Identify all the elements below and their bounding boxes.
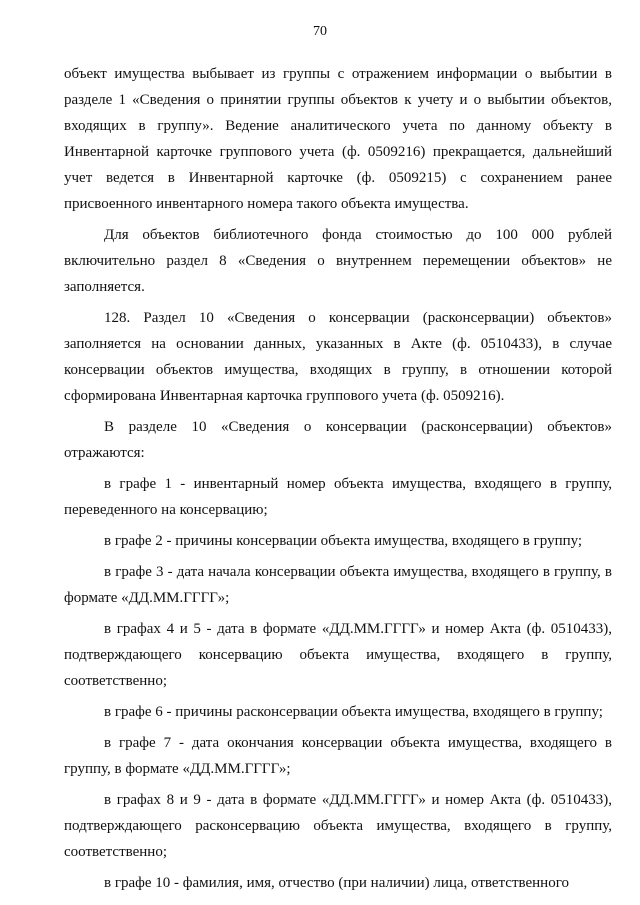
paragraph-item-128: 128. Раздел 10 «Сведения о консервации (расконсервации) объектов» заполняется на основании данных, указанных в Акте (ф. 0510433), в случае консервации объектов имущества, входящих в группу, в отношении которой сформирована Инвентарная карточка группового учета (ф. 0509216). (64, 310, 612, 404)
paragraph-column-2: в графе 2 - причины консервации объекта имущества, входящего в группу; (104, 533, 583, 549)
page-number: 70 (313, 24, 327, 39)
paragraph-continuation: объект имущества выбывает из группы с отражением информации о выбытии в разделе 1 «Сведения о принятии группы объектов к учету и о выбытии объектов, входящих в группу». Ведение аналитического учета по данному объекту в Инвентарной карточке группового учета (ф. 0509216) прекращается, дальнейший учет ведется в Инвентарной карточке (ф. 0509215) с сохранением ранее присвоенного инвентарного номера такого объекта имущества. (64, 66, 612, 212)
paragraph-section-10-intro: В разделе 10 «Сведения о консервации (расконсервации) объектов» отражаются: (64, 419, 612, 461)
paragraph-library-fund: Для объектов библиотечного фонда стоимостью до 100 000 рублей включительно раздел 8 «Сведения о внутреннем перемещении объектов» не заполняется. (64, 227, 612, 295)
document-body (64, 61, 612, 896)
paragraph-column-6: в графе 6 - причины расконсервации объекта имущества, входящего в группу; (104, 704, 603, 720)
paragraph-column-7: в графе 7 - дата окончания консервации объекта имущества, входящего в группу, в формате «ДД.ММ.ГГГГ»; (64, 735, 612, 777)
paragraph-columns-8-9: в графах 8 и 9 - дата в формате «ДД.ММ.ГГГГ» и номер Акта (ф. 0510433), подтверждающего расконсервацию объекта имущества, входящего в группу, соответственно; (64, 792, 612, 860)
paragraph-column-10: в графе 10 - фамилия, имя, отчество (при наличии) лица, ответственного (104, 875, 569, 891)
paragraph-column-3: в графе 3 - дата начала консервации объекта имущества, входящего в группу, в формате «ДД.ММ.ГГГГ»; (64, 564, 612, 606)
paragraph-columns-4-5: в графах 4 и 5 - дата в формате «ДД.ММ.ГГГГ» и номер Акта (ф. 0510433), подтверждающего консервацию объекта имущества, входящего в группу, соответственно; (64, 621, 612, 689)
paragraph-column-1: в графе 1 - инвентарный номер объекта имущества, входящего в группу, переведенного на консервацию; (64, 476, 612, 518)
